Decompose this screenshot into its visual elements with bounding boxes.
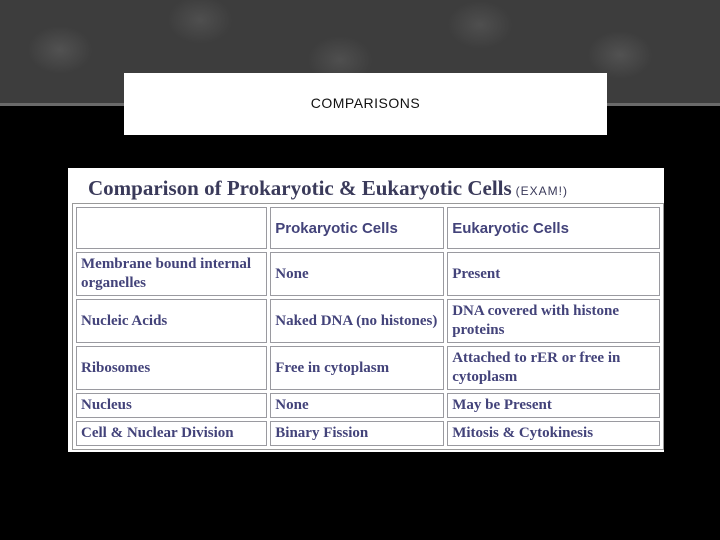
prokaryotic-cell: None [270, 252, 444, 296]
header-cell-prokaryotic: Prokaryotic Cells [270, 207, 444, 249]
table-row [76, 252, 660, 296]
image-heading-text: Comparison of Prokaryotic & Eukaryotic Cells [88, 176, 512, 200]
row-label: Nucleic Acids [76, 299, 267, 343]
table-row [76, 346, 660, 390]
table-row [76, 393, 660, 418]
image-heading-note: (EXAM!) [515, 184, 569, 198]
prokaryotic-cell: None [270, 393, 444, 418]
prokaryotic-cell: Naked DNA (no histones) [270, 299, 444, 343]
row-label: Nucleus [76, 393, 267, 418]
eukaryotic-cell: Attached to rER or free in cytoplasm [447, 346, 660, 390]
eukaryotic-cell: Present [447, 252, 660, 296]
prokaryotic-cell: Binary Fission [270, 421, 444, 446]
table-row [76, 299, 660, 343]
image-heading [88, 176, 568, 201]
row-label: Membrane bound internal organelles [76, 252, 267, 296]
eukaryotic-cell: May be Present [447, 393, 660, 418]
eukaryotic-cell: Mitosis & Cytokinesis [447, 421, 660, 446]
prokaryotic-cell: Free in cytoplasm [270, 346, 444, 390]
row-label: Ribosomes [76, 346, 267, 390]
slide-title-box [124, 73, 607, 135]
eukaryotic-cell: DNA covered with histone proteins [447, 299, 660, 343]
header-cell-eukaryotic: Eukaryotic Cells [447, 207, 660, 249]
table-header-row [76, 207, 660, 249]
comparison-image [68, 168, 664, 452]
header-cell [76, 207, 267, 249]
slide-title: COMPARISONS [310, 95, 421, 111]
comparison-table [72, 203, 664, 450]
row-label: Cell & Nuclear Division [76, 421, 267, 446]
table-row [76, 421, 660, 446]
